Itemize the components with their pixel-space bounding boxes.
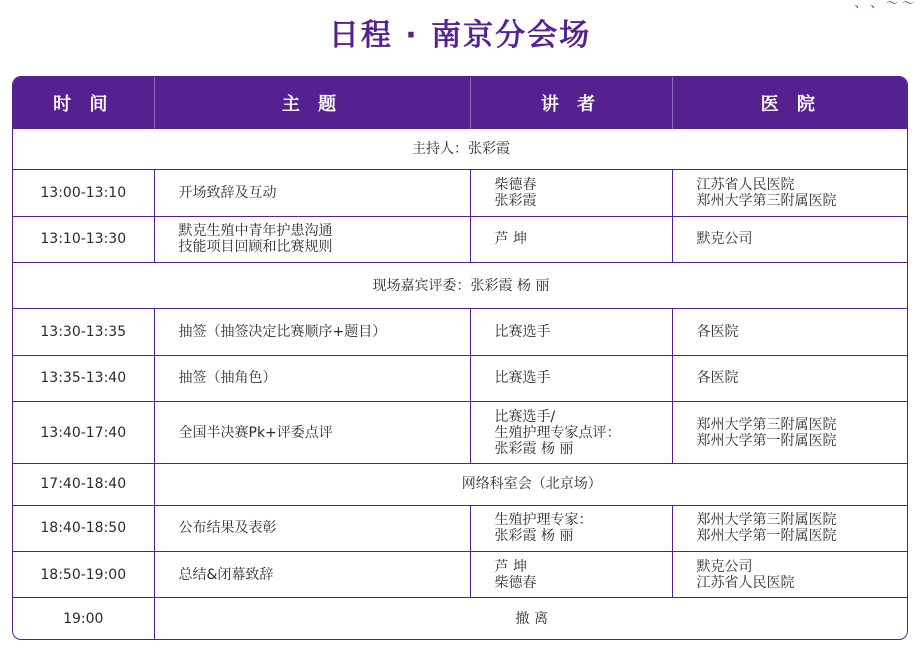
topic-cell	[154, 505, 470, 551]
table-row	[13, 355, 908, 401]
speaker-line: 柴德春	[494, 176, 537, 193]
header-hospital: 医 院	[672, 77, 908, 129]
header-speaker: 讲 者	[470, 77, 672, 129]
speaker-cell	[470, 401, 672, 463]
hospital-cell	[672, 551, 908, 597]
topic-cell	[154, 401, 470, 463]
speaker-cell	[470, 505, 672, 551]
topic-line: 默克生殖中青年护患沟通	[178, 223, 333, 240]
speaker-cell	[470, 170, 672, 216]
topic-cell	[154, 216, 470, 262]
network-row	[13, 464, 908, 505]
hospital-cell	[672, 355, 908, 401]
host-cell: 主持人：张彩霞	[13, 129, 908, 170]
table-row	[13, 170, 908, 216]
topic-line: 技能项目回顾和比赛规则	[178, 239, 333, 256]
topic-line: 抽签（抽角色）	[178, 370, 277, 387]
schedule-table	[12, 76, 908, 640]
header-row	[13, 77, 908, 129]
speaker-cell	[470, 551, 672, 597]
network-cell: 网络科室会（北京场）	[154, 464, 908, 505]
table-row	[13, 551, 908, 597]
speaker-cell	[470, 355, 672, 401]
topic-cell	[154, 170, 470, 216]
speaker-cell	[470, 216, 672, 262]
hospital-cell	[672, 401, 908, 463]
time-cell: 13:00-13:10	[13, 170, 154, 216]
time-cell: 13:40-17:40	[13, 401, 154, 463]
page-title: 日程 · 南京分会场	[328, 18, 592, 53]
hospital-line: 郑州大学第一附属医院	[696, 528, 837, 545]
speaker-cell	[470, 309, 672, 355]
hospital-line: 各医院	[696, 323, 739, 340]
table-row	[13, 309, 908, 355]
hospital-line: 各医院	[696, 370, 739, 387]
time-cell: 13:35-13:40	[13, 355, 154, 401]
topic-line: 总结&闭幕致辞	[178, 566, 274, 583]
time-cell: 18:50-19:00	[13, 551, 154, 597]
speaker-line: 张彩霞	[494, 192, 537, 209]
hospital-line: 郑州大学第一附属医院	[696, 432, 837, 449]
speaker-line: 柴德春	[494, 574, 537, 591]
table-row	[13, 216, 908, 262]
hospital-cell	[672, 170, 908, 216]
time-cell: 19:00	[13, 598, 154, 639]
time-cell: 13:30-13:35	[13, 309, 154, 355]
hospital-line: 郑州大学第三附属医院	[696, 416, 837, 433]
speaker-line: 张彩霞 杨 丽	[494, 440, 574, 457]
header-time: 时 间	[13, 77, 154, 129]
hospital-line: 郑州大学第三附属医院	[696, 512, 837, 529]
speaker-line: 比赛选手	[494, 323, 551, 340]
topic-line: 开场致辞及互动	[178, 184, 277, 201]
speaker-line: 芦 坤	[494, 231, 527, 248]
table-row	[13, 401, 908, 463]
topic-line: 公布结果及表彰	[178, 520, 277, 537]
hospital-line: 江苏省人民医院	[696, 176, 795, 193]
hospital-line: 江苏省人民医院	[696, 574, 795, 591]
speaker-line: 生殖护理专家点评：	[494, 424, 621, 441]
hospital-cell	[672, 309, 908, 355]
time-cell: 13:10-13:30	[13, 216, 154, 262]
speaker-line: 张彩霞 杨 丽	[494, 528, 574, 545]
hospital-line: 郑州大学第三附属医院	[696, 192, 837, 209]
speaker-line: 芦 坤	[494, 558, 527, 575]
topic-cell	[154, 355, 470, 401]
table-row	[13, 505, 908, 551]
topic-cell	[154, 551, 470, 597]
header-topic: 主 题	[154, 77, 470, 129]
time-cell: 18:40-18:50	[13, 505, 154, 551]
judges-cell: 现场嘉宾评委：张彩霞 杨 丽	[13, 262, 908, 308]
host-row	[13, 129, 908, 170]
time-cell: 17:40-18:40	[13, 464, 154, 505]
hospital-cell	[672, 216, 908, 262]
judges-row	[13, 262, 908, 308]
hospital-line: 默克公司	[696, 231, 753, 248]
speaker-line: 生殖护理专家：	[494, 512, 593, 529]
hospital-cell	[672, 505, 908, 551]
closing-cell: 撤 离	[154, 598, 908, 639]
corner-mark: 、 、 ～ ～	[854, 0, 914, 10]
topic-line: 抽签（抽签决定比赛顺序+题目）	[178, 323, 387, 340]
closing-row	[13, 598, 908, 639]
speaker-line: 比赛选手/	[494, 408, 556, 425]
hospital-line: 默克公司	[696, 558, 753, 575]
topic-line: 全国半决赛Pk+评委点评	[178, 424, 333, 441]
topic-cell	[154, 309, 470, 355]
speaker-line: 比赛选手	[494, 370, 551, 387]
